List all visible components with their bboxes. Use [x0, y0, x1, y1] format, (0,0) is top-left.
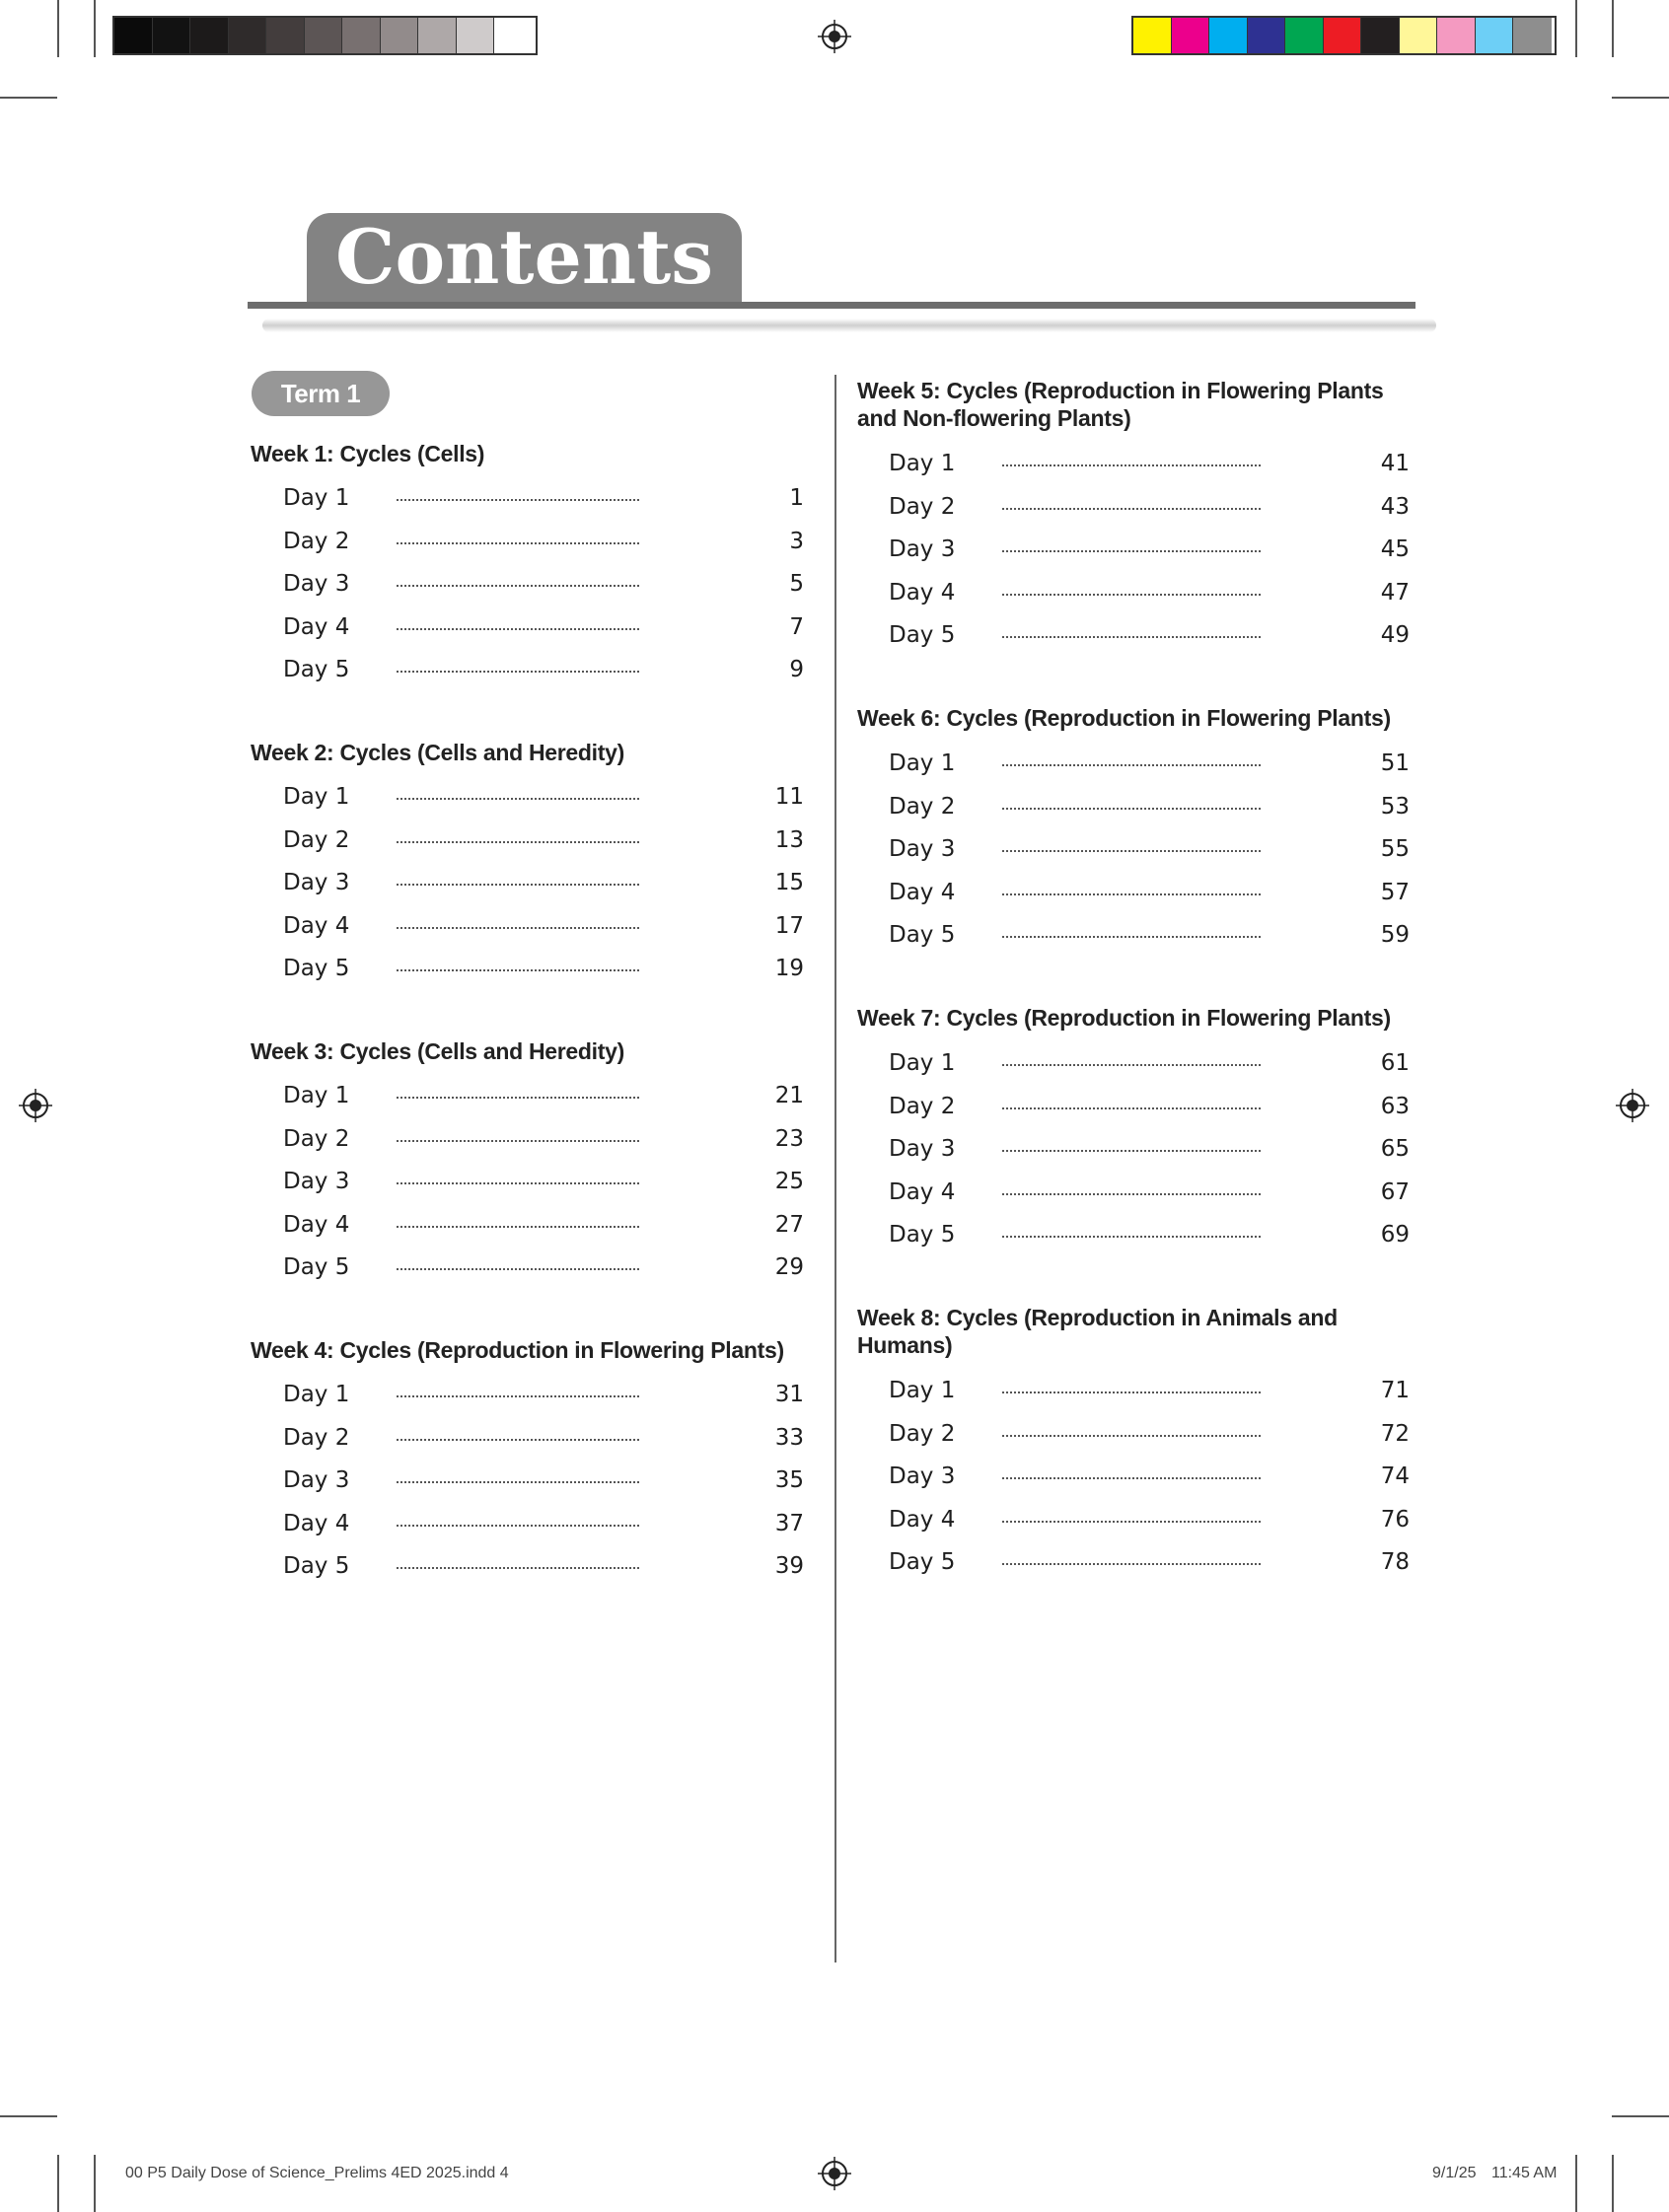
toc-entry-page-number: 31	[774, 1382, 804, 1407]
toc-entry-page-number: 37	[774, 1510, 804, 1536]
dot-leader	[397, 884, 639, 886]
dot-leader	[397, 628, 639, 630]
toc-entry-label: Day 4	[889, 579, 956, 606]
dot-leader	[1002, 508, 1261, 510]
toc-entry-label: Day 1	[889, 1378, 956, 1403]
week-heading-line: Humans)	[857, 1332, 953, 1358]
dot-leader	[397, 585, 639, 587]
swatch	[1437, 18, 1476, 53]
toc-entry-page-number: 15	[774, 870, 804, 896]
toc-entry-label: Day 1	[283, 485, 350, 511]
toc-entry[interactable]	[283, 1209, 804, 1241]
toc-entry-page-number: 35	[774, 1467, 804, 1494]
swatch	[1400, 18, 1438, 53]
dot-leader	[1002, 1521, 1261, 1523]
dot-leader	[397, 927, 639, 929]
toc-entry-page-number: 47	[1380, 579, 1410, 606]
swatch	[190, 18, 229, 53]
swatch	[229, 18, 267, 53]
toc-entry-label: Day 5	[889, 622, 956, 649]
swatch	[114, 18, 153, 53]
swatch	[457, 18, 495, 53]
week-heading	[857, 1004, 1410, 1032]
toc-entry[interactable]	[889, 791, 1410, 822]
term-badge: Term 1	[252, 371, 390, 416]
dot-leader	[1002, 1107, 1261, 1109]
crop-mark-top-right-h	[1612, 97, 1669, 99]
toc-entry-label: Day 3	[889, 1136, 956, 1163]
registration-mark-bottom-icon	[818, 2157, 851, 2190]
swatch	[418, 18, 457, 53]
dot-leader	[397, 542, 639, 544]
toc-entry-label: Day 4	[889, 879, 956, 905]
toc-entry-page-number: 67	[1380, 1178, 1410, 1205]
toc-entry[interactable]	[889, 748, 1410, 779]
dot-leader	[1002, 550, 1261, 552]
toc-entry-label: Day 4	[283, 912, 350, 939]
toc-entry-label: Day 4	[283, 1510, 350, 1536]
crop-mark-top-right-v	[1612, 0, 1614, 57]
dot-leader	[397, 969, 639, 971]
dot-leader	[1002, 464, 1261, 466]
toc-entry-page-number: 1	[789, 485, 804, 511]
dot-leader	[397, 1395, 639, 1397]
dot-leader	[1002, 1563, 1261, 1565]
swatch	[1513, 18, 1552, 53]
dot-leader	[1002, 850, 1261, 852]
toc-entry-page-number: 74	[1380, 1463, 1410, 1490]
toc-entry[interactable]	[889, 1133, 1410, 1165]
toc-entry-label: Day 2	[889, 793, 956, 820]
swatch	[153, 18, 191, 53]
crop-mark-bottom-right-h	[1612, 2115, 1669, 2117]
toc-entry-label: Day 1	[889, 1050, 956, 1076]
toc-entry[interactable]	[283, 1422, 804, 1454]
dot-leader	[397, 499, 639, 501]
toc-entry[interactable]	[283, 910, 804, 942]
toc-entry[interactable]	[889, 877, 1410, 908]
swatch	[305, 18, 343, 53]
swatch	[266, 18, 305, 53]
toc-entry-page-number: 78	[1380, 1549, 1410, 1576]
toc-entry-page-number: 43	[1380, 493, 1410, 520]
toc-entry[interactable]	[283, 1166, 804, 1197]
toc-entry[interactable]	[889, 1219, 1410, 1250]
toc-entry-page-number: 55	[1380, 836, 1410, 863]
toc-entry-page-number: 29	[774, 1254, 804, 1281]
registration-mark-right-icon	[1616, 1089, 1649, 1122]
dot-leader	[397, 1268, 639, 1270]
toc-entry-label: Day 5	[889, 922, 956, 949]
toc-entry-page-number: 49	[1380, 622, 1410, 649]
toc-entry-label: Day 5	[283, 1254, 350, 1281]
toc-entry[interactable]	[283, 526, 804, 557]
toc-entry-label: Day 2	[283, 1125, 350, 1152]
week-heading: Week 1: Cycles (Cells)	[251, 441, 485, 466]
toc-entry-page-number: 51	[1380, 750, 1410, 776]
toc-entry-page-number: 23	[774, 1125, 804, 1152]
toc-entry-label: Day 3	[283, 870, 350, 896]
toc-entry[interactable]	[889, 1177, 1410, 1208]
week-heading	[857, 1304, 1410, 1359]
toc-entry-label: Day 1	[889, 750, 956, 776]
registration-mark-left-icon	[19, 1089, 52, 1122]
swatch	[342, 18, 381, 53]
toc-entry-label: Day 4	[889, 1178, 956, 1205]
crop-mark-top-left-h	[0, 97, 57, 99]
toc-entry-label: Day 3	[889, 1463, 956, 1490]
dot-leader	[397, 1567, 639, 1569]
toc-entry-label: Day 3	[283, 1467, 350, 1494]
toc-entry-page-number: 13	[774, 826, 804, 853]
dot-leader	[397, 1439, 639, 1441]
week-heading	[857, 704, 1410, 732]
crop-mark-top-right-v2	[1575, 0, 1577, 57]
toc-entry[interactable]	[283, 1508, 804, 1539]
swatch	[1133, 18, 1172, 53]
toc-entry-label: Day 3	[889, 536, 956, 563]
toc-entry-page-number: 71	[1380, 1378, 1410, 1403]
dot-leader	[397, 1182, 639, 1184]
toc-entry-page-number: 7	[789, 613, 804, 640]
dot-leader	[397, 1140, 639, 1142]
toc-entry[interactable]	[889, 1504, 1410, 1535]
toc-entry[interactable]	[283, 482, 804, 514]
toc-entry[interactable]	[283, 1080, 804, 1111]
dot-leader	[1002, 1477, 1261, 1479]
toc-entry-page-number: 17	[774, 912, 804, 939]
toc-entry-label: Day 2	[889, 1093, 956, 1119]
dot-leader	[1002, 808, 1261, 810]
toc-entry[interactable]	[283, 568, 804, 600]
grayscale-calibration-strip	[112, 16, 538, 55]
toc-entry-label: Day 1	[283, 784, 350, 810]
toc-entry-label: Day 5	[889, 1549, 956, 1576]
dot-leader	[1002, 594, 1261, 596]
toc-entry-page-number: 27	[774, 1211, 804, 1238]
column-divider	[834, 375, 836, 1962]
toc-entry[interactable]	[889, 619, 1410, 651]
toc-entry-page-number: 69	[1380, 1222, 1410, 1249]
crop-mark-bottom-left-v2	[94, 2155, 96, 2212]
swatch	[1285, 18, 1324, 53]
swatch	[1248, 18, 1286, 53]
toc-entry[interactable]	[283, 781, 804, 813]
toc-entry[interactable]	[889, 577, 1410, 608]
toc-entry-page-number: 72	[1380, 1420, 1410, 1447]
page-title: Contents	[334, 213, 714, 301]
slug-file-name: 00 P5 Daily Dose of Science_Prelims 4ED 2025.indd 4	[125, 2165, 509, 2181]
dot-leader	[1002, 1435, 1261, 1437]
week-heading: Week 3: Cycles (Cells and Heredity)	[251, 1038, 624, 1064]
toc-entry-label: Day 2	[283, 1424, 350, 1451]
crop-mark-top-left-v	[57, 0, 59, 57]
crop-mark-bottom-right-v	[1612, 2155, 1614, 2212]
toc-entry-page-number: 21	[774, 1083, 804, 1108]
dot-leader	[1002, 764, 1261, 766]
toc-entry-label: Day 3	[889, 836, 956, 863]
toc-entry-page-number: 5	[789, 571, 804, 598]
toc-entry-page-number: 65	[1380, 1136, 1410, 1163]
registration-mark-top-icon	[818, 20, 851, 53]
swatch	[1172, 18, 1210, 53]
toc-entry[interactable]	[889, 1418, 1410, 1450]
toc-entry-label: Day 3	[283, 1169, 350, 1195]
dot-leader	[397, 1097, 639, 1099]
toc-entry-page-number: 39	[774, 1553, 804, 1580]
toc-entry-label: Day 4	[283, 1211, 350, 1238]
dot-leader	[1002, 1236, 1261, 1238]
swatch	[1476, 18, 1514, 53]
toc-entry[interactable]	[283, 654, 804, 685]
toc-entry-page-number: 11	[774, 784, 804, 810]
week-heading: Week 2: Cycles (Cells and Heredity)	[251, 740, 624, 765]
crop-mark-bottom-left-h	[0, 2115, 57, 2117]
toc-entry-page-number: 63	[1380, 1093, 1410, 1119]
toc-entry[interactable]	[889, 1461, 1410, 1492]
dot-leader	[397, 1226, 639, 1228]
toc-entry-page-number: 61	[1380, 1050, 1410, 1076]
header-shadow-rule	[262, 319, 1436, 332]
week-heading-line: Week 8: Cycles (Reproduction in Animals and	[857, 1305, 1338, 1330]
toc-entry-label: Day 4	[889, 1506, 956, 1533]
crop-mark-bottom-right-v2	[1575, 2155, 1577, 2212]
dot-leader	[1002, 1193, 1261, 1195]
toc-entry[interactable]	[889, 534, 1410, 565]
toc-entry[interactable]	[889, 1047, 1410, 1079]
toc-entry[interactable]	[283, 1550, 804, 1582]
crop-mark-top-left-v2	[94, 0, 96, 57]
toc-entry[interactable]	[889, 833, 1410, 865]
toc-entry-label: Day 2	[283, 826, 350, 853]
swatch	[1209, 18, 1248, 53]
week-heading-line: Week 5: Cycles (Reproduction in Flowering Plants	[857, 378, 1384, 403]
dot-leader	[397, 841, 639, 843]
toc-entry-label: Day 2	[889, 1420, 956, 1447]
header-rule	[248, 302, 1415, 309]
toc-entry[interactable]	[283, 1379, 804, 1410]
toc-entry-label: Day 2	[283, 528, 350, 554]
toc-entry[interactable]	[889, 491, 1410, 523]
toc-entry-page-number: 45	[1380, 536, 1410, 563]
dot-leader	[397, 1481, 639, 1483]
swatch	[1324, 18, 1362, 53]
toc-entry-label: Day 4	[283, 613, 350, 640]
toc-entry-page-number: 3	[789, 528, 804, 554]
dot-leader	[397, 798, 639, 800]
toc-entry-label: Day 5	[283, 1553, 350, 1580]
toc-entry-label: Day 5	[283, 956, 350, 982]
dot-leader	[1002, 936, 1261, 938]
toc-entry-label: Day 1	[283, 1083, 350, 1108]
toc-entry[interactable]	[283, 824, 804, 856]
swatch	[1361, 18, 1400, 53]
dot-leader	[1002, 893, 1261, 895]
dot-leader	[1002, 1150, 1261, 1152]
crop-mark-bottom-left-v	[57, 2155, 59, 2212]
toc-entry[interactable]	[889, 1091, 1410, 1122]
toc-entry-label: Day 5	[283, 657, 350, 683]
toc-entry[interactable]	[889, 919, 1410, 951]
toc-entry[interactable]	[889, 1546, 1410, 1578]
slug-date: 9/1/25	[1432, 2165, 1477, 2181]
toc-entry-page-number: 59	[1380, 922, 1410, 949]
toc-entry[interactable]	[889, 448, 1410, 479]
toc-entry-page-number: 25	[774, 1169, 804, 1195]
toc-entry[interactable]	[283, 1464, 804, 1496]
week-heading	[857, 377, 1410, 432]
week-heading-line: Week 7: Cycles (Reproduction in Flowering Plants)	[857, 1005, 1391, 1031]
toc-entry[interactable]	[283, 953, 804, 984]
toc-entry-label: Day 5	[889, 1222, 956, 1249]
toc-entry-label: Day 2	[889, 493, 956, 520]
toc-entry-page-number: 76	[1380, 1506, 1410, 1533]
swatch	[494, 18, 533, 53]
dot-leader	[1002, 1064, 1261, 1066]
toc-entry-page-number: 9	[789, 657, 804, 683]
toc-entry-label: Day 3	[283, 571, 350, 598]
dot-leader	[1002, 636, 1261, 638]
toc-entry[interactable]	[283, 611, 804, 643]
toc-entry-label: Day 1	[283, 1382, 350, 1407]
week-heading-line: Week 6: Cycles (Reproduction in Flowering Plants)	[857, 705, 1391, 731]
swatch	[381, 18, 419, 53]
dot-leader	[397, 1525, 639, 1527]
dot-leader	[1002, 1391, 1261, 1393]
toc-entry-page-number: 57	[1380, 879, 1410, 905]
color-calibration-strip	[1131, 16, 1557, 55]
dot-leader	[397, 671, 639, 673]
slug-time: 11:45 AM	[1491, 2165, 1558, 2181]
toc-entry[interactable]	[283, 1123, 804, 1155]
toc-entry-page-number: 19	[774, 956, 804, 982]
toc-entry-page-number: 53	[1380, 793, 1410, 820]
toc-entry[interactable]	[283, 1251, 804, 1283]
toc-entry[interactable]	[889, 1375, 1410, 1406]
toc-entry-page-number: 41	[1380, 451, 1410, 476]
toc-entry[interactable]	[283, 867, 804, 898]
toc-entry-label: Day 1	[889, 451, 956, 476]
week-heading: Week 4: Cycles (Reproduction in Flowering Plants)	[251, 1337, 784, 1363]
toc-entry-page-number: 33	[774, 1424, 804, 1451]
week-heading-line: and Non-flowering Plants)	[857, 405, 1131, 431]
